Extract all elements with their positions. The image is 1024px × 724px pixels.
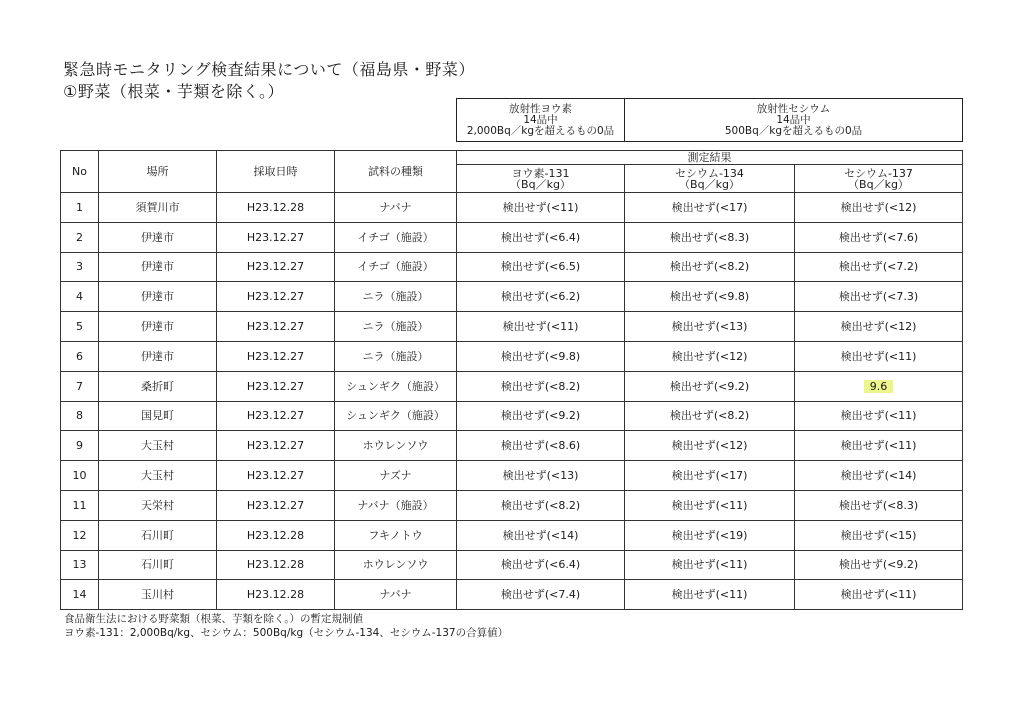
cell-i131: 検出せず(<8.2) bbox=[457, 490, 625, 520]
header-cs137 bbox=[795, 165, 963, 193]
cell-cs137: 検出せず(<11) bbox=[795, 401, 963, 431]
cell-place: 伊達市 bbox=[99, 282, 217, 312]
iodine-summary-result: 2,000Bq／kgを超えるもの0品 bbox=[466, 124, 615, 137]
cell-no: 4 bbox=[61, 282, 99, 312]
table-row bbox=[61, 431, 963, 461]
results-table bbox=[60, 150, 963, 610]
header-cs137-unit: （Bq／kg） bbox=[848, 177, 909, 191]
cell-i131: 検出せず(<6.4) bbox=[457, 222, 625, 252]
cell-cs134: 検出せず(<8.2) bbox=[625, 401, 795, 431]
cell-cs137: 検出せず(<7.3) bbox=[795, 282, 963, 312]
summary-table bbox=[456, 98, 963, 142]
iodine-summary-cell bbox=[457, 99, 625, 142]
header-i131-label: ヨウ素-131 bbox=[511, 166, 570, 180]
table-row bbox=[61, 222, 963, 252]
cell-place: 桑折町 bbox=[99, 371, 217, 401]
cell-cs137: 検出せず(<12) bbox=[795, 193, 963, 223]
header-cs137-label: セシウム-137 bbox=[844, 166, 913, 180]
cell-date: H23.12.28 bbox=[217, 193, 335, 223]
cell-place: 天栄村 bbox=[99, 490, 217, 520]
cell-cs137: 検出せず(<7.6) bbox=[795, 222, 963, 252]
cell-type: ナズナ bbox=[335, 461, 457, 491]
header-date: 採取日時 bbox=[217, 151, 335, 193]
cell-place: 大玉村 bbox=[99, 431, 217, 461]
cell-i131: 検出せず(<11) bbox=[457, 312, 625, 342]
header-cs134-unit: （Bq／kg） bbox=[679, 177, 740, 191]
table-row bbox=[61, 461, 963, 491]
cell-no: 6 bbox=[61, 341, 99, 371]
cell-place: 伊達市 bbox=[99, 222, 217, 252]
cell-date: H23.12.27 bbox=[217, 282, 335, 312]
page-subtitle: ①野菜（根菜・芋類を除く。） bbox=[63, 82, 285, 101]
cell-cs137: 検出せず(<8.3) bbox=[795, 490, 963, 520]
iodine-summary-count: 14品中 bbox=[523, 113, 558, 126]
cell-i131: 検出せず(<6.5) bbox=[457, 252, 625, 282]
cesium-summary-cell bbox=[625, 99, 963, 142]
regulation-note-values: ヨウ素-131：2,000Bq/kg、セシウム：500Bq/kg（セシウム-134、セシウム-137の合算値） bbox=[64, 627, 509, 639]
table-row bbox=[61, 252, 963, 282]
cell-no: 9 bbox=[61, 431, 99, 461]
cell-no: 14 bbox=[61, 580, 99, 610]
cell-i131: 検出せず(<6.4) bbox=[457, 550, 625, 580]
table-row bbox=[61, 282, 963, 312]
cell-cs134: 検出せず(<9.2) bbox=[625, 371, 795, 401]
cell-place: 伊達市 bbox=[99, 341, 217, 371]
cell-date: H23.12.27 bbox=[217, 252, 335, 282]
cell-date: H23.12.27 bbox=[217, 222, 335, 252]
header-results: 測定結果 bbox=[457, 151, 963, 165]
cell-place: 伊達市 bbox=[99, 312, 217, 342]
cell-cs134: 検出せず(<11) bbox=[625, 490, 795, 520]
cell-no: 13 bbox=[61, 550, 99, 580]
cell-i131: 検出せず(<8.2) bbox=[457, 371, 625, 401]
cell-no: 10 bbox=[61, 461, 99, 491]
header-no: No bbox=[61, 151, 99, 193]
header-cs134 bbox=[625, 165, 795, 193]
cell-cs137: 検出せず(<11) bbox=[795, 431, 963, 461]
cell-cs134: 検出せず(<11) bbox=[625, 580, 795, 610]
header-i131 bbox=[457, 165, 625, 193]
cell-cs134: 検出せず(<8.2) bbox=[625, 252, 795, 282]
header-place: 場所 bbox=[99, 151, 217, 193]
cell-type: ナバナ（施設） bbox=[335, 490, 457, 520]
cell-cs134: 検出せず(<13) bbox=[625, 312, 795, 342]
cell-date: H23.12.27 bbox=[217, 371, 335, 401]
cell-place: 国見町 bbox=[99, 401, 217, 431]
cell-type: イチゴ（施設） bbox=[335, 252, 457, 282]
cell-date: H23.12.27 bbox=[217, 490, 335, 520]
cell-cs137: 検出せず(<11) bbox=[795, 580, 963, 610]
cell-no: 5 bbox=[61, 312, 99, 342]
cell-i131: 検出せず(<7.4) bbox=[457, 580, 625, 610]
iodine-summary-label: 放射性ヨウ素 bbox=[509, 102, 572, 115]
cell-cs137: 検出せず(<12) bbox=[795, 312, 963, 342]
cell-type: ナバナ bbox=[335, 193, 457, 223]
cesium-summary-result: 500Bq／kgを超えるもの0品 bbox=[724, 124, 863, 137]
cell-type: ナバナ bbox=[335, 580, 457, 610]
cell-date: H23.12.27 bbox=[217, 431, 335, 461]
table-row bbox=[61, 193, 963, 223]
cesium-summary-label: 放射性セシウム bbox=[756, 102, 831, 115]
cell-type: ホウレンソウ bbox=[335, 431, 457, 461]
cell-type: ニラ（施設） bbox=[335, 341, 457, 371]
cell-type: ホウレンソウ bbox=[335, 550, 457, 580]
cell-place: 大玉村 bbox=[99, 461, 217, 491]
cell-date: H23.12.28 bbox=[217, 520, 335, 550]
cell-cs137: 検出せず(<9.2) bbox=[795, 550, 963, 580]
cell-cs137: 検出せず(<14) bbox=[795, 461, 963, 491]
cell-type: ニラ（施設） bbox=[335, 312, 457, 342]
cell-cs134: 検出せず(<12) bbox=[625, 431, 795, 461]
table-row bbox=[61, 580, 963, 610]
cell-type: ニラ（施設） bbox=[335, 282, 457, 312]
cell-date: H23.12.28 bbox=[217, 580, 335, 610]
cell-cs137: 検出せず(<7.2) bbox=[795, 252, 963, 282]
cell-date: H23.12.28 bbox=[217, 550, 335, 580]
cell-place: 石川町 bbox=[99, 550, 217, 580]
cell-cs134: 検出せず(<17) bbox=[625, 461, 795, 491]
page-title: 緊急時モニタリング検査結果について（福島県・野菜） bbox=[63, 60, 475, 79]
header-i131-unit: （Bq／kg） bbox=[510, 177, 571, 191]
cell-i131: 検出せず(<9.8) bbox=[457, 341, 625, 371]
cell-no: 2 bbox=[61, 222, 99, 252]
detected-value-highlight: 9.6 bbox=[864, 380, 894, 393]
cell-place: 伊達市 bbox=[99, 252, 217, 282]
cell-cs137: 検出せず(<15) bbox=[795, 520, 963, 550]
cell-date: H23.12.27 bbox=[217, 401, 335, 431]
cell-cs134: 検出せず(<12) bbox=[625, 341, 795, 371]
cell-place: 玉川村 bbox=[99, 580, 217, 610]
table-row bbox=[61, 401, 963, 431]
cell-cs134: 検出せず(<11) bbox=[625, 550, 795, 580]
cell-type: シュンギク（施設） bbox=[335, 401, 457, 431]
cell-i131: 検出せず(<11) bbox=[457, 193, 625, 223]
cell-cs134: 検出せず(<19) bbox=[625, 520, 795, 550]
cell-i131: 検出せず(<14) bbox=[457, 520, 625, 550]
cell-cs137: 検出せず(<11) bbox=[795, 341, 963, 371]
cell-type: フキノトウ bbox=[335, 520, 457, 550]
cell-no: 12 bbox=[61, 520, 99, 550]
regulation-note-title: 食品衛生法における野菜類（根菜、芋類を除く。）の暫定規制値 bbox=[64, 613, 364, 625]
cell-cs134: 検出せず(<9.8) bbox=[625, 282, 795, 312]
cell-no: 1 bbox=[61, 193, 99, 223]
cell-date: H23.12.27 bbox=[217, 461, 335, 491]
cesium-summary-count: 14品中 bbox=[776, 113, 811, 126]
cell-i131: 検出せず(<9.2) bbox=[457, 401, 625, 431]
table-row bbox=[61, 371, 963, 401]
cell-type: イチゴ（施設） bbox=[335, 222, 457, 252]
cell-i131: 検出せず(<6.2) bbox=[457, 282, 625, 312]
header-cs134-label: セシウム-134 bbox=[675, 166, 744, 180]
header-sample-type: 試料の種類 bbox=[335, 151, 457, 193]
table-row bbox=[61, 312, 963, 342]
table-row bbox=[61, 341, 963, 371]
table-row bbox=[61, 520, 963, 550]
cell-no: 3 bbox=[61, 252, 99, 282]
cell-i131: 検出せず(<8.6) bbox=[457, 431, 625, 461]
cell-no: 8 bbox=[61, 401, 99, 431]
cell-type: シュンギク（施設） bbox=[335, 371, 457, 401]
cell-cs134: 検出せず(<17) bbox=[625, 193, 795, 223]
table-row bbox=[61, 550, 963, 580]
cell-no: 7 bbox=[61, 371, 99, 401]
cell-date: H23.12.27 bbox=[217, 312, 335, 342]
cell-cs137 bbox=[795, 371, 963, 401]
table-row bbox=[61, 490, 963, 520]
cell-i131: 検出せず(<13) bbox=[457, 461, 625, 491]
cell-date: H23.12.27 bbox=[217, 341, 335, 371]
cell-place: 須賀川市 bbox=[99, 193, 217, 223]
cell-cs134: 検出せず(<8.3) bbox=[625, 222, 795, 252]
cell-place: 石川町 bbox=[99, 520, 217, 550]
cell-no: 11 bbox=[61, 490, 99, 520]
